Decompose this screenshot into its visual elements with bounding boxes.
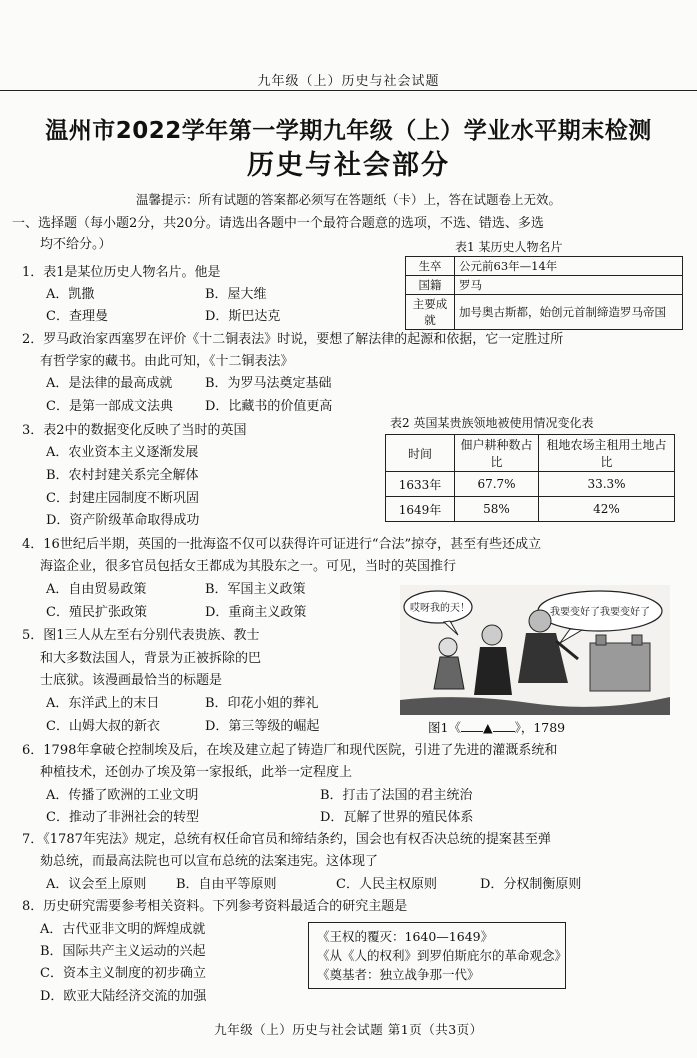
q4-option-b: B．军国主义政策 xyxy=(205,582,306,597)
page-header: 九年级（上）历史与社会试题 xyxy=(257,74,440,89)
table-header-cell: 租地农场主租用土地占比 xyxy=(539,435,675,472)
q3-option-b: B．农村封建关系完全解体 xyxy=(46,468,199,483)
q7-option-a: A．议会至上原则 xyxy=(46,877,147,892)
q5-line3: 士底狱。该漫画最恰当的标题是 xyxy=(40,673,223,688)
q8-stem: 8．历史研究需要参考相关资料。下列参考资料最适合的研究主题是 xyxy=(22,899,408,914)
figure1-caption-suffix: 》，1789 xyxy=(514,720,566,735)
figure1-cartoon xyxy=(400,585,670,715)
table-row xyxy=(386,497,675,522)
q1-option-d: D．斯巴达克 xyxy=(205,309,281,324)
page-footer: 九年级（上）历史与社会试题 第1页（共3页） xyxy=(214,1022,483,1037)
q6-line2: 种植技术，还创办了埃及第一家报纸，此举一定程度上 xyxy=(40,765,353,780)
q5-option-c: C．山姆大叔的新衣 xyxy=(46,719,160,734)
q5-option-d: D．第三等级的崛起 xyxy=(205,719,320,734)
q8-option-c: C．资本主义制度的初步确立 xyxy=(40,966,206,981)
q2-option-b: B．为罗马法奠定基础 xyxy=(205,376,332,391)
header-rule xyxy=(0,90,697,91)
q5-line2: 和大多数法国人，背景为正被拆除的巴 xyxy=(40,651,262,666)
q7-line2: 劾总统，而最高法院也可以宣布总统的法案违宪。这体现了 xyxy=(40,854,379,869)
table-cell: 主要成就 xyxy=(406,295,455,330)
table-header-cell: 时间 xyxy=(386,435,455,472)
table-cell: 国籍 xyxy=(406,276,455,295)
table-cell: 33.3% xyxy=(539,472,675,497)
table2 xyxy=(385,434,675,522)
q5-line1: 5．图1三人从左至右分别代表贵族、教士 xyxy=(22,628,260,643)
q4-line1: 4．16世纪后半期，英国的一批海盗不仅可以获得许可证进行“合法”掠夺，甚至有些还成立 xyxy=(22,537,542,552)
table-cell: 加号奥古斯都，始创元首制缔造罗马帝国 xyxy=(455,295,683,330)
q8-reference-box xyxy=(308,922,566,989)
q5-option-b: B．印花小姐的葬礼 xyxy=(205,696,319,711)
q6-line1: 6．1798年拿破仑控制埃及后，在埃及建立起了铸造厂和现代医院，引进了先进的灌溉系统和 xyxy=(22,743,558,758)
table-row xyxy=(406,295,683,330)
q2-option-a: A．是法律的最高成就 xyxy=(46,376,173,391)
q6-option-c: C．推动了非洲社会的转型 xyxy=(46,810,199,825)
q2-option-d: D．比藏书的价值更高 xyxy=(205,399,333,414)
q4-option-c: C．殖民扩张政策 xyxy=(46,605,147,620)
q6-option-d: D．瓦解了世界的殖民体系 xyxy=(320,810,474,825)
table-cell: 67.7% xyxy=(455,472,539,497)
q8-option-d: D．欧亚大陆经济交流的加强 xyxy=(40,989,207,1004)
exam-subtitle: 历史与社会部分 xyxy=(247,150,450,181)
table-header-cell: 佃户耕种数占比 xyxy=(455,435,539,472)
q6-option-b: B．打击了法国的君主统治 xyxy=(320,788,473,803)
table-cell: 1633年 xyxy=(386,472,455,497)
q5-option-a: A．东洋武上的末日 xyxy=(46,696,160,711)
q4-option-d: D．重商主义政策 xyxy=(205,605,307,620)
q3-option-a: A．农业资本主义逐渐发展 xyxy=(46,445,199,460)
bubble-left-text: 哎呀我的天！ xyxy=(410,603,470,614)
answer-blank-marker: ▲ xyxy=(482,720,493,735)
q1-stem: 1．表1是某位历史人物名片。他是 xyxy=(22,265,221,280)
q8-option-a: A．古代亚非文明的辉煌成就 xyxy=(40,922,206,937)
q1-option-b: B．屋大维 xyxy=(205,287,267,302)
q8-option-b: B．国际共产主义运动的兴起 xyxy=(40,944,206,959)
reference-item: 《奠基者：独立战争那一代》 xyxy=(317,967,480,982)
q7-option-b: B．自由平等原则 xyxy=(176,877,277,892)
q3-option-c: C．封建庄园制度不断巩固 xyxy=(46,491,199,506)
q2-line1: 2．罗马政治家西塞罗在评价《十二铜表法》时说，要想了解法律的起源和依据，它一定胜过所 xyxy=(22,332,564,347)
table1-caption: 表1 某历史人物名片 xyxy=(455,240,563,254)
q3-option-d: D．资产阶级革命取得成功 xyxy=(46,513,200,528)
bubble-right-text: 我要变好了我要变好了 xyxy=(550,607,650,618)
q2-option-c: C．是第一部成文法典 xyxy=(46,399,173,414)
q4-line2: 海盗企业，很多官员包括女王都成为其股东之一。可见，当时的英国推行 xyxy=(40,559,457,574)
table-row xyxy=(386,472,675,497)
table1 xyxy=(405,256,683,330)
q7-option-d: D．分权制衡原则 xyxy=(480,877,582,892)
q4-option-a: A．自由贸易政策 xyxy=(46,582,147,597)
section-heading-line1: 一、选择题（每小题2分，共20分。请选出各题中一个最符合题意的选项，不选、错选、多选 xyxy=(12,216,544,231)
warm-tip: 温馨提示：所有试题的答案都必须写在答题纸（卡）上，答在试题卷上无效。 xyxy=(135,192,561,207)
table-cell: 生卒 xyxy=(406,257,455,276)
table-header-row xyxy=(386,435,675,472)
figure1-caption xyxy=(428,718,565,736)
exam-title: 温州市2022学年第一学期九年级（上）学业水平期末检测 xyxy=(45,118,652,144)
table-cell: 罗马 xyxy=(455,276,683,295)
reference-item: 《从《人的权利》到罗伯斯庇尔的革命观念》 xyxy=(317,948,568,963)
table-cell: 58% xyxy=(455,497,539,522)
q2-line2: 有哲学家的藏书。由此可知，《十二铜表法》 xyxy=(40,354,294,369)
section-heading-line2: 均不给分。） xyxy=(40,237,112,252)
q6-option-a: A．传播了欧洲的工业文明 xyxy=(46,788,199,803)
q3-stem: 3．表2中的数据变化反映了当时的英国 xyxy=(22,423,247,438)
table-cell: 1649年 xyxy=(386,497,455,522)
table-cell: 42% xyxy=(539,497,675,522)
table-row xyxy=(406,276,683,295)
q1-option-a: A．凯撒 xyxy=(46,287,95,302)
figure1-caption-prefix: 图1《 xyxy=(428,720,461,735)
q1-option-c: C．查理曼 xyxy=(46,309,108,324)
table-row xyxy=(406,257,683,276)
q7-line1: 7．《1787年宪法》规定，总统有权任命官员和缔结条约，国会也有权否决总统的提案甚至弹 xyxy=(22,832,551,847)
reference-item: 《王权的覆灭：1640—1649》 xyxy=(317,929,494,944)
table-cell: 公元前63年—14年 xyxy=(455,257,683,276)
table2-caption: 表2 英国某贵族领地被使用情况变化表 xyxy=(390,416,594,430)
q7-option-c: C．人民主权原则 xyxy=(336,877,437,892)
